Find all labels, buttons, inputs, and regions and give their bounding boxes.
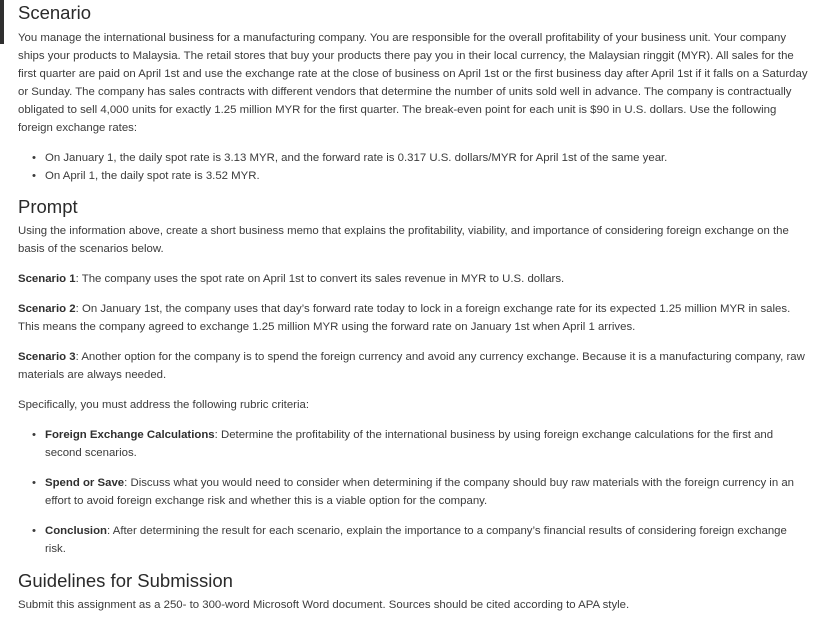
- rubric-item-text: : Determine the profitability of the international business by using foreign exchange calculations for the first and second scenarios.: [45, 429, 774, 459]
- left-accent-rule: [0, 0, 4, 44]
- rubric-intro: Specifically, you must address the following rubric criteria:: [18, 399, 310, 411]
- prompt-heading: Prompt: [18, 196, 78, 217]
- guidelines-heading: Guidelines for Submission: [18, 570, 233, 591]
- scenario-2-label: Scenario 2: [18, 303, 76, 315]
- rubric-item-label: Spend or Save: [45, 477, 125, 489]
- rubric-item-spend-or-save: [45, 474, 810, 510]
- scenario-3-text: : Another option for the company is to spend the foreign currency and avoid any currency exchange. Because it is a manufacturing company, raw materials are always needed.: [18, 351, 805, 381]
- scenario-3-paragraph: [18, 348, 810, 384]
- scenario-1-paragraph: [18, 270, 810, 288]
- exchange-rates-list: [18, 149, 810, 185]
- scenario-heading: Scenario: [18, 2, 92, 23]
- rubric-item-label: Conclusion: [45, 525, 108, 537]
- scenario-paragraph: You manage the international business for a manufacturing company. You are responsible for the overall profitability of your business unit. Your company ships your products to Malaysia. The retail stores that buy your products there pay you in their local currency, the Malaysian ringgit (MYR). All sales for the first quarter are paid on April 1st and use the exchange rate at the close of business on April 1st or the first business day after April 1st if it falls on a Saturday or Sunday. The company has sales contracts with different vendors that determine the number of units sold well in advance. The company is contractually obligated to sell 4,000 units for exactly 1.25 million MYR for the first quarter. The break-even point for each unit is $90 in U.S. dollars. Use the following foreign exchange rates:: [18, 32, 808, 134]
- guidelines-paragraph: Submit this assignment as a 250- to 300-word Microsoft Word document. Sources should be cited according to APA style.: [18, 599, 630, 611]
- scenario-3-label: Scenario 3: [18, 351, 76, 363]
- rubric-item-label: Foreign Exchange Calculations: [45, 429, 215, 441]
- rubric-item-text: : After determining the result for each scenario, explain the importance to a company’s financial results of considering foreign exchange risk.: [45, 525, 787, 555]
- scenario-2-text: : On January 1st, the company uses that day’s forward rate today to lock in a foreign exchange rate for its expected 1.25 million MYR in sales. This means the company agreed to exchange 1.25 million MYR using the forward rate on January 1st when April 1 arrives.: [18, 303, 791, 333]
- rubric-item-foreign-exchange: [45, 426, 810, 462]
- rate-item-january: • On January 1, the daily spot rate is 3.13 MYR, and the forward rate is 0.317 U.S. dollars/MYR for April 1st of the same year.: [45, 149, 810, 167]
- rubric-item-text: : Discuss what you would need to consider when determining if the company should buy raw materials with the foreign currency in an effort to avoid foreign exchange risk and whether this is a viable option for the company.: [45, 477, 795, 507]
- rubric-item-conclusion: [45, 522, 810, 558]
- scenario-1-label: Scenario 1: [18, 273, 76, 285]
- rubric-criteria-list: [18, 426, 810, 558]
- scenario-2-paragraph: [18, 300, 810, 336]
- scenario-1-text: : The company uses the spot rate on April 1st to convert its sales revenue in MYR to U.S. dollars.: [75, 273, 565, 285]
- rate-item-april: • On April 1, the daily spot rate is 3.52 MYR.: [45, 167, 810, 185]
- assignment-content: [18, 0, 810, 614]
- prompt-paragraph: Using the information above, create a short business memo that explains the profitability, viability, and importance of considering foreign exchange on the basis of the scenarios below.: [18, 225, 789, 255]
